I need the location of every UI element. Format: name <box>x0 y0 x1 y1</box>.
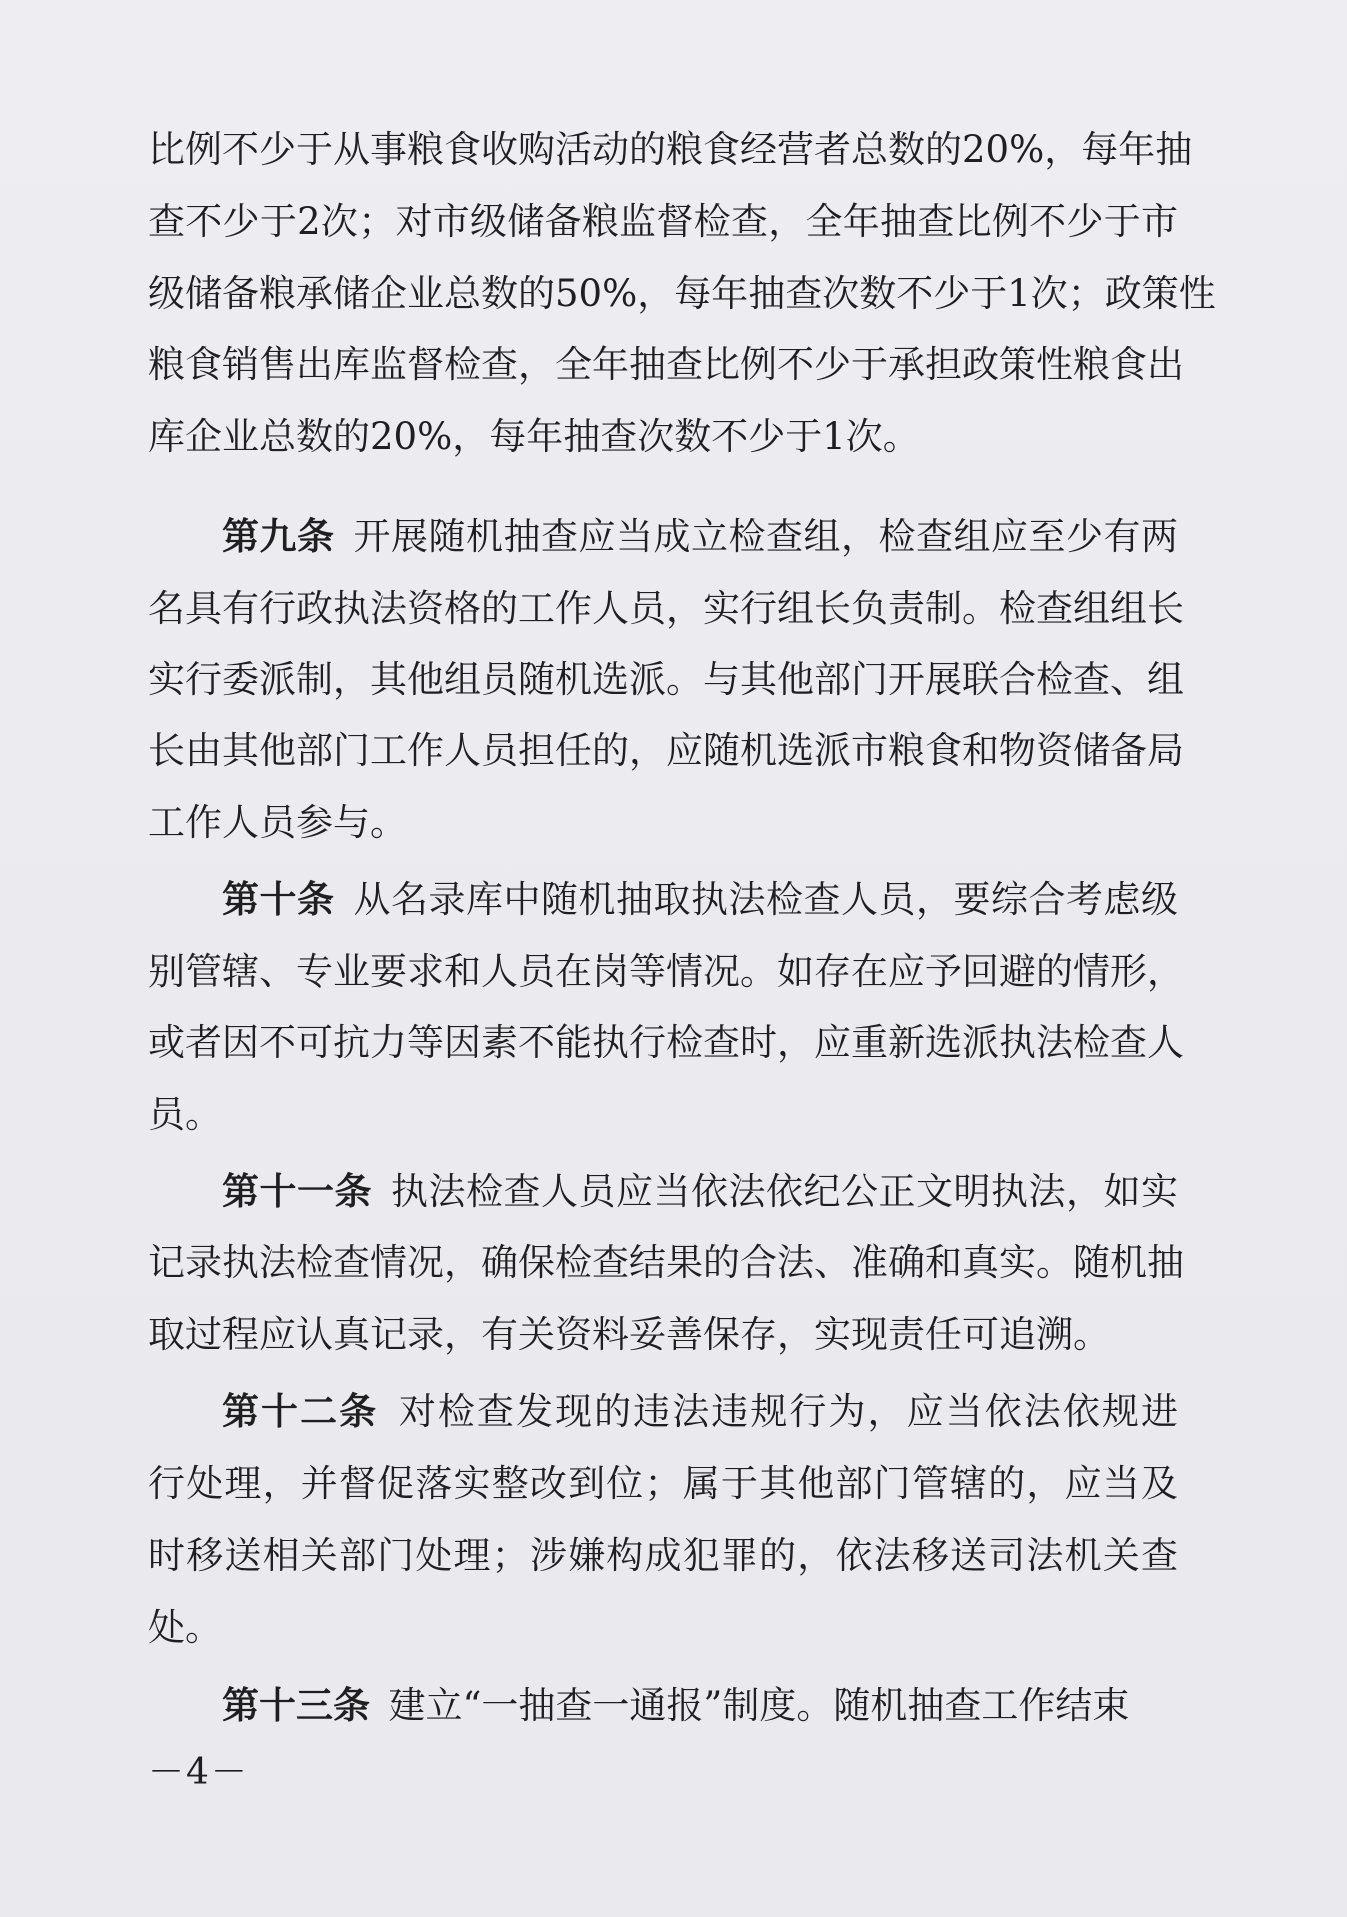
text-line <box>148 795 1178 851</box>
line-text: 处。 <box>148 1606 222 1649</box>
line-text: 记录执法检查情况，确保检查结果的合法、准确和真实。随机抽 <box>148 1241 1184 1284</box>
article-heading: 第十条 <box>222 878 335 921</box>
text-line <box>148 337 1184 393</box>
article-heading: 第十二条 <box>222 1390 379 1433</box>
text-line <box>148 1528 1178 1584</box>
line-text: 建立“一抽查一通报”制度。随机抽查工作结束 <box>388 1684 1130 1727</box>
line-text: 粮食销售出库监督检查，全年抽查比例不少于承担政策性粮食出 <box>148 343 1184 386</box>
line-text: 级储备粮承储企业总数的50%，每年抽查次数不少于1次；政策性 <box>148 272 1216 315</box>
line-text: 时移送相关部门处理；涉嫌构成犯罪的，依法移送司法机关查 <box>148 1534 1178 1577</box>
text-line <box>222 1164 1178 1220</box>
article-heading: 第九条 <box>222 515 335 558</box>
line-text: 行处理，并督促落实整改到位；属于其他部门管辖的，应当及 <box>148 1462 1178 1505</box>
page-number: －4－ <box>148 1752 249 1793</box>
line-text: 员。 <box>148 1093 222 1136</box>
article-heading: 第十一条 <box>222 1170 372 1213</box>
line-text: 工作人员参与。 <box>148 801 407 844</box>
line-text: 从名录库中随机抽取执法检查人员，要综合考虑级 <box>353 878 1178 921</box>
text-line <box>148 652 1184 708</box>
line-text: 开展随机抽查应当成立检查组，检查组应至少有两 <box>353 515 1178 558</box>
line-text: 查不少于2次；对市级储备粮监督检查，全年抽查比例不少于市 <box>148 200 1178 243</box>
article-heading: 第十三条 <box>222 1684 370 1727</box>
text-line <box>148 1456 1178 1512</box>
text-line <box>222 1678 1178 1734</box>
text-line <box>148 1015 1184 1071</box>
text-line <box>148 1087 1178 1143</box>
line-text: 执法检查人员应当依法依纪公正文明执法，如实 <box>390 1170 1178 1213</box>
text-line <box>148 1307 1178 1363</box>
text-line <box>148 944 1184 1000</box>
text-line <box>148 1600 1178 1656</box>
line-text: 对检查发现的违法违规行为，应当依法依规进 <box>396 1390 1178 1433</box>
line-text: 取过程应认真记录，有关资料妥善保存，实现责任可追溯。 <box>148 1313 1110 1356</box>
text-line <box>148 581 1184 637</box>
line-text: 实行委派制，其他组员随机选派。与其他部门开展联合检查、组 <box>148 658 1184 701</box>
line-text: 或者因不可抗力等因素不能执行检查时，应重新选派执法检查人 <box>148 1021 1184 1064</box>
text-line <box>148 194 1178 250</box>
line-text: 比例不少于从事粮食收购活动的粮食经营者总数的20%，每年抽 <box>148 128 1193 171</box>
text-line <box>148 1235 1184 1291</box>
text-line <box>148 266 1216 322</box>
line-text: 名具有行政执法资格的工作人员，实行组长负责制。检查组组长 <box>148 587 1184 630</box>
line-text: 长由其他部门工作人员担任的，应随机选派市粮食和物资储备局 <box>148 729 1184 772</box>
text-line <box>222 1384 1178 1440</box>
text-line <box>222 509 1178 565</box>
text-line <box>148 409 1178 465</box>
text-line <box>222 872 1178 928</box>
line-text: 别管辖、专业要求和人员在岗等情况。如存在应予回避的情形， <box>148 950 1184 993</box>
text-line <box>148 122 1193 178</box>
line-text: 库企业总数的20%，每年抽查次数不少于1次。 <box>148 415 920 458</box>
text-line <box>148 723 1184 779</box>
